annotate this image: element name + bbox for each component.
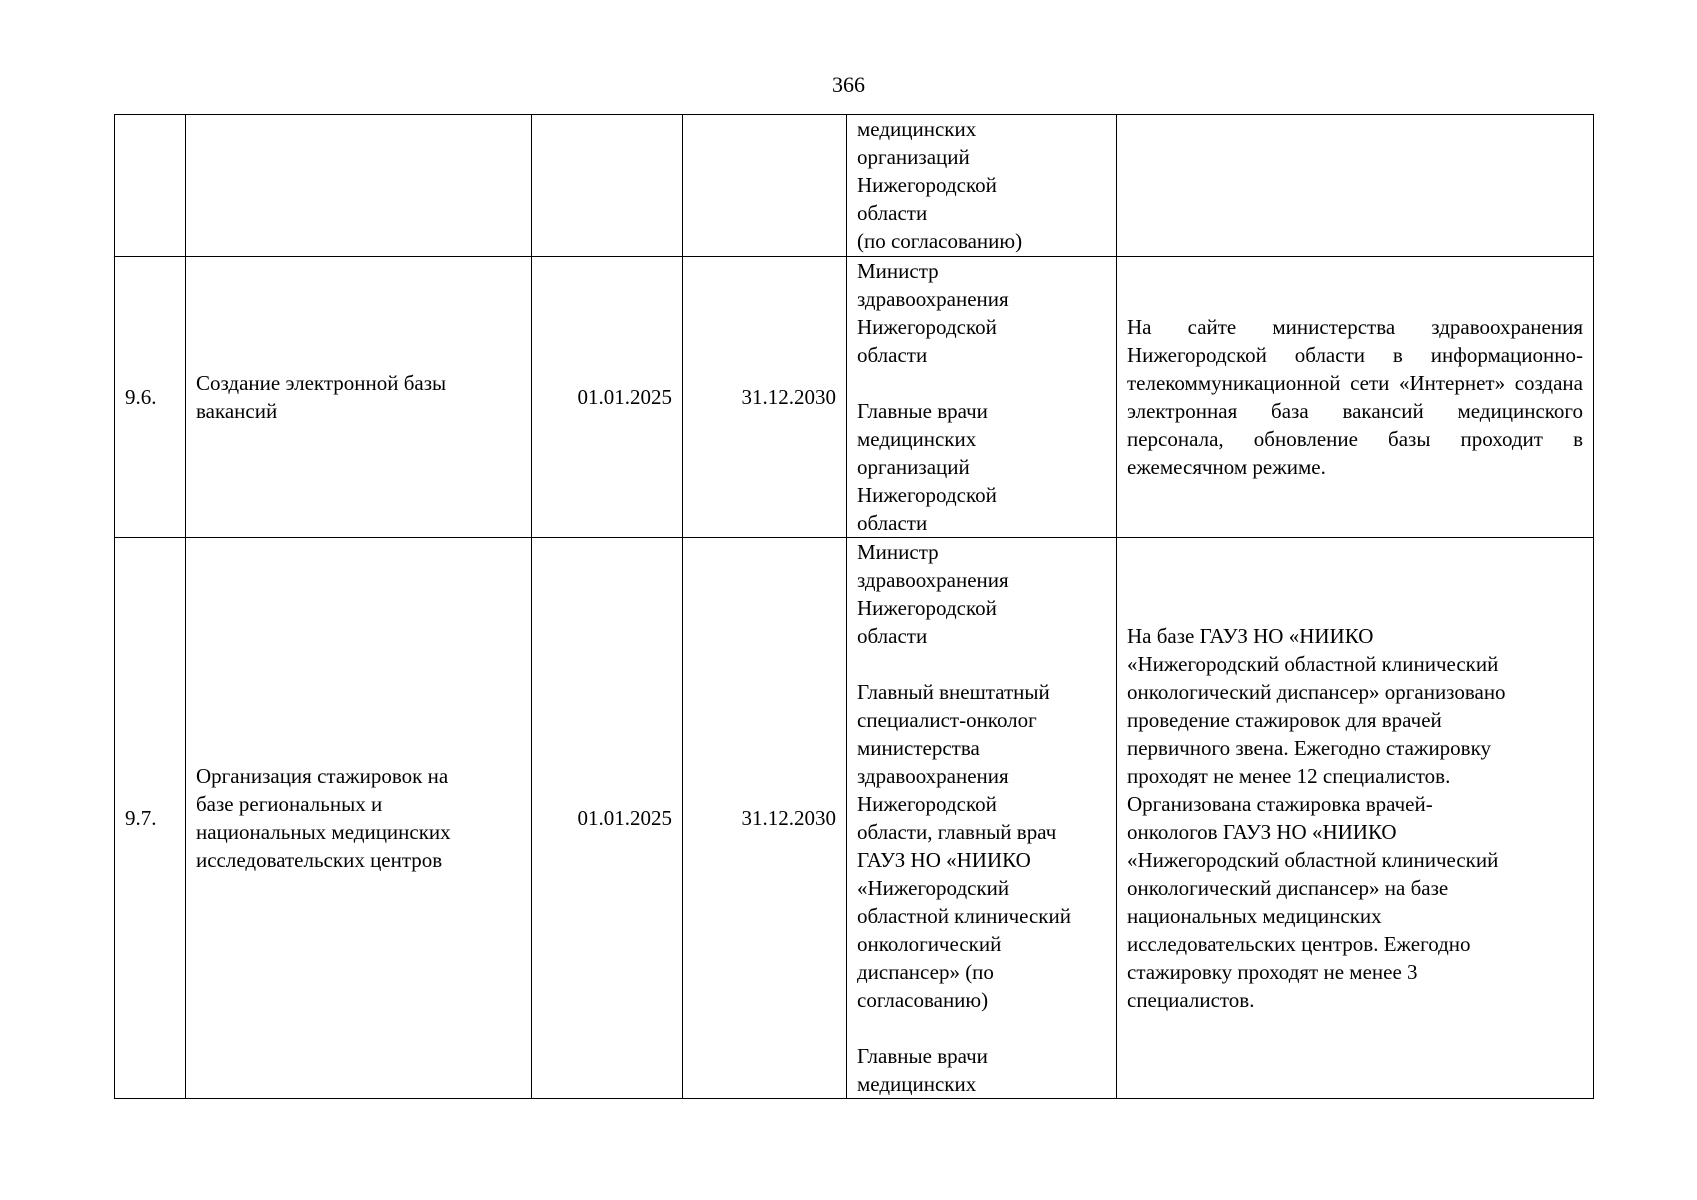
text-line: Главные врачи (857, 1044, 988, 1068)
text-line: Министр (857, 540, 939, 564)
start-date-cell: 01.01.2025 (532, 257, 683, 538)
text-line: диспансер» (по (857, 960, 994, 984)
text-line: медицинских (857, 427, 977, 451)
text-line: областной клинический (857, 904, 1071, 928)
end-date-cell: 31.12.2030 (683, 257, 847, 538)
text-line: области (857, 624, 928, 648)
responsible-cell (847, 257, 1117, 538)
text-line: Нижегородской (857, 315, 997, 339)
text-line: организаций (857, 145, 970, 169)
text-line: области (857, 511, 928, 535)
end-date-cell: 31.12.2030 (683, 538, 847, 1099)
text-paragraph: На сайте министерства здравоохранения Нижегородской области в информационно-телекоммуникационной сети «Интернет» создана электронная база вакансий медицинского персонала, обновление базы проходит в ежемесячном режиме. (1127, 315, 1583, 479)
table-row (115, 538, 1594, 1099)
row-number-cell (115, 115, 186, 257)
text-line: специалист-онколог (857, 708, 1037, 732)
text-line: Нижегородской (857, 596, 997, 620)
text-line: онкологов ГАУЗ НО «НИИКО (1127, 820, 1397, 844)
text-line: первичного звена. Ежегодно стажировку (1127, 736, 1492, 760)
text-line: Организована стажировка врачей- (1127, 792, 1433, 816)
text-line: вакансий (196, 399, 278, 423)
result-cell (1117, 257, 1594, 538)
text-line: здравоохранения (857, 568, 1009, 592)
text-line: проходят не менее 12 специалистов. (1127, 764, 1451, 788)
row-number-cell: 9.6. (115, 257, 186, 538)
end-date-cell (683, 115, 847, 257)
text-line: области (857, 343, 928, 367)
row-number-cell: 9.7. (115, 538, 186, 1099)
blank-line (857, 650, 1106, 678)
text-line: здравоохранения (857, 764, 1009, 788)
text-line: стажировку проходят не менее 3 (1127, 960, 1418, 984)
text-line: «Нижегородский (857, 876, 1010, 900)
measure-name-cell (186, 115, 532, 257)
text-line: Нижегородской (857, 483, 997, 507)
result-cell (1117, 538, 1594, 1099)
measures-table (114, 114, 1594, 1099)
table-row (115, 115, 1594, 257)
text-line: министерства (857, 736, 980, 760)
table-row (115, 257, 1594, 538)
start-date-cell: 01.01.2025 (532, 538, 683, 1099)
text-line: Главный внештатный (857, 680, 1050, 704)
measure-name-cell (186, 538, 532, 1099)
text-line: Создание электронной базы (196, 371, 447, 395)
blank-line (857, 369, 1106, 397)
text-line: здравоохранения (857, 287, 1009, 311)
text-line: (по согласованию) (857, 229, 1023, 253)
text-line: «Нижегородский областной клинический (1127, 652, 1499, 676)
page-number: 366 (832, 72, 865, 97)
text-line: Министр (857, 259, 939, 283)
text-line: онкологический (857, 932, 1002, 956)
text-line: специалистов. (1127, 988, 1255, 1012)
responsible-cell (847, 538, 1117, 1099)
text-line: области (857, 201, 928, 225)
text-line: организаций (857, 455, 970, 479)
text-line: проведение стажировок для врачей (1127, 708, 1442, 732)
blank-line (857, 1014, 1106, 1042)
text-line: онкологический диспансер» на базе (1127, 876, 1449, 900)
text-line: медицинских (857, 117, 977, 141)
text-line: Главные врачи (857, 399, 988, 423)
text-line: Организация стажировок на (196, 764, 449, 788)
text-line: исследовательских центров (196, 848, 443, 872)
text-line: национальных медицинских (196, 820, 451, 844)
text-line: Нижегородской (857, 173, 997, 197)
text-line: национальных медицинских (1127, 904, 1382, 928)
responsible-cell (847, 115, 1117, 257)
result-cell (1117, 115, 1594, 257)
text-line: базе региональных и (196, 792, 383, 816)
text-line: На базе ГАУЗ НО «НИИКО (1127, 624, 1374, 648)
text-line: области, главный врач (857, 820, 1057, 844)
text-line: ГАУЗ НО «НИИКО (857, 848, 1031, 872)
text-line: «Нижегородский областной клинический (1127, 848, 1499, 872)
text-line: онкологический диспансер» организовано (1127, 680, 1506, 704)
measure-name-cell (186, 257, 532, 538)
text-line: исследовательских центров. Ежегодно (1127, 932, 1471, 956)
text-line: медицинских (857, 1072, 977, 1096)
start-date-cell (532, 115, 683, 257)
text-line: согласованию) (857, 988, 989, 1012)
text-line: Нижегородской (857, 792, 997, 816)
